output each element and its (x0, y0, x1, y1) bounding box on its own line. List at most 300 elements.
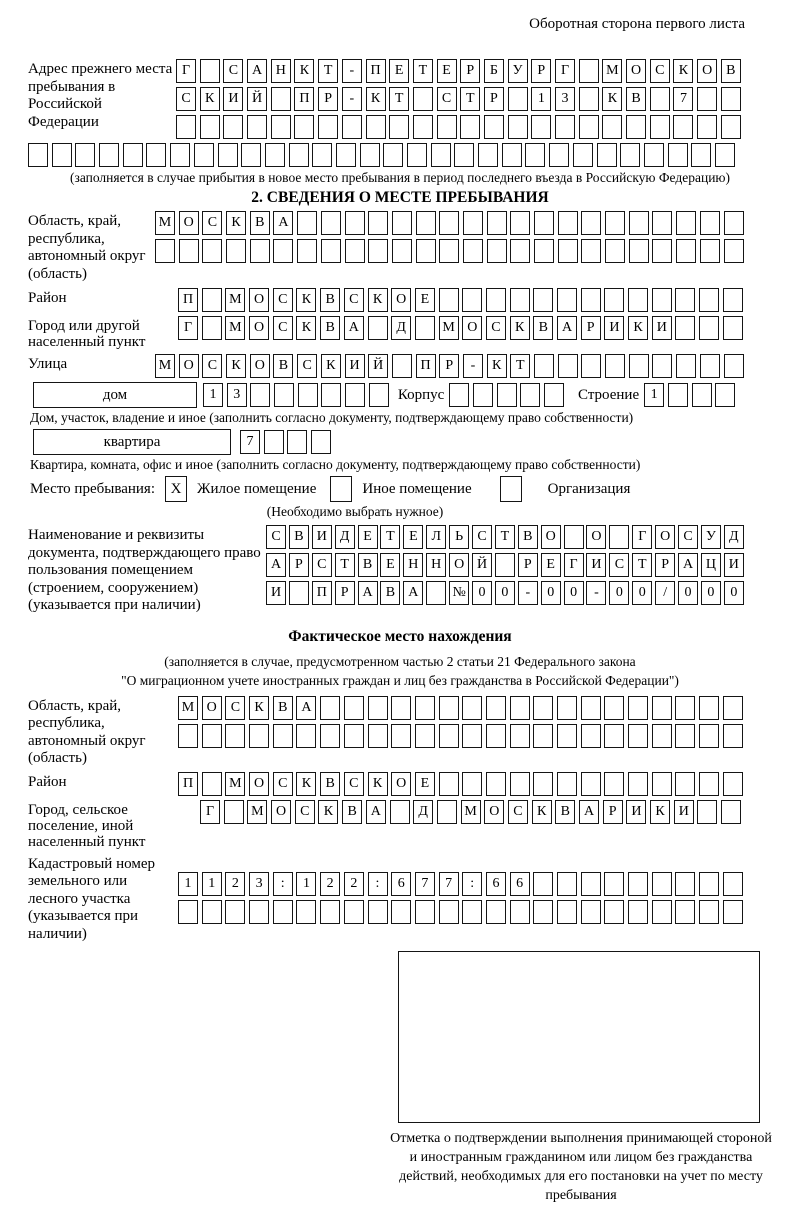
char-box[interactable] (533, 900, 553, 924)
char-box[interactable]: О (391, 288, 411, 312)
char-box[interactable]: О (249, 316, 269, 340)
char-box[interactable] (176, 115, 196, 139)
char-box[interactable]: С (312, 553, 332, 577)
char-box[interactable]: А (403, 581, 423, 605)
char-box[interactable] (194, 143, 214, 167)
char-box[interactable]: 1 (531, 87, 551, 111)
char-box[interactable] (439, 288, 459, 312)
char-box[interactable] (675, 872, 695, 896)
char-box[interactable]: Р (531, 59, 551, 83)
char-box[interactable]: 0 (724, 581, 744, 605)
char-box[interactable]: О (249, 772, 269, 796)
char-box[interactable]: П (294, 87, 314, 111)
char-box[interactable] (533, 724, 553, 748)
char-box[interactable] (652, 288, 672, 312)
char-box[interactable] (581, 872, 601, 896)
char-box[interactable] (581, 900, 601, 924)
char-box[interactable]: К (226, 354, 246, 378)
char-box[interactable]: В (518, 525, 538, 549)
char-box[interactable] (558, 354, 578, 378)
char-box[interactable]: 0 (701, 581, 721, 605)
char-box[interactable] (289, 581, 309, 605)
char-box[interactable] (675, 696, 695, 720)
char-box[interactable]: Г (564, 553, 584, 577)
char-box[interactable]: Й (472, 553, 492, 577)
char-box[interactable]: О (655, 525, 675, 549)
char-box[interactable] (604, 900, 624, 924)
char-box[interactable] (178, 724, 198, 748)
char-box[interactable] (312, 143, 332, 167)
char-box[interactable] (273, 900, 293, 924)
char-box[interactable] (699, 772, 719, 796)
char-box[interactable] (297, 239, 317, 263)
char-box[interactable] (605, 211, 625, 235)
char-box[interactable]: 2 (344, 872, 364, 896)
char-box[interactable] (247, 115, 267, 139)
char-box[interactable] (344, 900, 364, 924)
char-box[interactable] (345, 383, 365, 407)
char-box[interactable] (294, 115, 314, 139)
char-box[interactable]: М (602, 59, 622, 83)
char-box[interactable] (652, 211, 672, 235)
char-box[interactable] (368, 696, 388, 720)
char-box[interactable] (697, 115, 717, 139)
char-box[interactable]: К (294, 59, 314, 83)
char-box[interactable]: И (586, 553, 606, 577)
char-box[interactable] (557, 724, 577, 748)
char-box[interactable]: И (345, 354, 365, 378)
char-box[interactable]: Р (318, 87, 338, 111)
char-box[interactable] (564, 525, 584, 549)
char-box[interactable] (271, 115, 291, 139)
char-box[interactable] (321, 211, 341, 235)
char-box[interactable] (383, 143, 403, 167)
char-box[interactable] (620, 143, 640, 167)
char-box[interactable]: О (391, 772, 411, 796)
char-box[interactable] (392, 354, 412, 378)
char-box[interactable]: Р (335, 581, 355, 605)
char-box[interactable]: Б (484, 59, 504, 83)
char-box[interactable]: / (655, 581, 675, 605)
char-box[interactable]: Т (318, 59, 338, 83)
char-box[interactable]: В (380, 581, 400, 605)
char-box[interactable] (223, 115, 243, 139)
char-box[interactable] (508, 115, 528, 139)
char-box[interactable] (533, 696, 553, 720)
char-box[interactable]: 2 (225, 872, 245, 896)
char-box[interactable] (652, 696, 672, 720)
char-box[interactable] (320, 724, 340, 748)
char-box[interactable] (202, 772, 222, 796)
char-box[interactable] (675, 772, 695, 796)
char-box[interactable] (486, 288, 506, 312)
char-box[interactable]: 7 (415, 872, 435, 896)
char-box[interactable]: Р (460, 59, 480, 83)
char-box[interactable] (296, 900, 316, 924)
char-box[interactable] (439, 900, 459, 924)
char-box[interactable]: С (176, 87, 196, 111)
char-box[interactable]: Т (460, 87, 480, 111)
char-box[interactable]: Е (389, 59, 409, 83)
char-box[interactable] (439, 724, 459, 748)
char-box[interactable] (721, 115, 741, 139)
char-box[interactable] (202, 316, 222, 340)
char-box[interactable] (534, 211, 554, 235)
char-box[interactable] (723, 900, 743, 924)
char-box[interactable] (581, 211, 601, 235)
char-box[interactable] (699, 900, 719, 924)
char-box[interactable] (497, 383, 517, 407)
char-box[interactable] (604, 288, 624, 312)
char-box[interactable]: Г (200, 800, 220, 824)
char-box[interactable]: К (628, 316, 648, 340)
char-box[interactable] (415, 900, 435, 924)
char-box[interactable]: В (342, 800, 362, 824)
char-box[interactable]: О (697, 59, 717, 83)
char-box[interactable]: Е (403, 525, 423, 549)
checkbox-organizatsiya[interactable] (500, 476, 522, 502)
char-box[interactable] (628, 288, 648, 312)
char-box[interactable] (202, 239, 222, 263)
char-box[interactable] (676, 211, 696, 235)
char-box[interactable] (454, 143, 474, 167)
char-box[interactable]: П (366, 59, 386, 83)
char-box[interactable] (368, 316, 388, 340)
char-box[interactable] (557, 288, 577, 312)
char-box[interactable] (628, 872, 648, 896)
char-box[interactable] (628, 696, 648, 720)
char-box[interactable] (249, 900, 269, 924)
char-box[interactable]: С (295, 800, 315, 824)
char-box[interactable] (652, 724, 672, 748)
char-box[interactable] (644, 143, 664, 167)
char-box[interactable]: Г (178, 316, 198, 340)
char-box[interactable]: М (225, 772, 245, 796)
char-box[interactable] (264, 430, 284, 454)
char-box[interactable] (366, 115, 386, 139)
char-box[interactable] (724, 354, 744, 378)
char-box[interactable]: К (366, 87, 386, 111)
char-box[interactable] (699, 696, 719, 720)
char-box[interactable] (605, 354, 625, 378)
char-box[interactable]: О (271, 800, 291, 824)
char-box[interactable]: С (273, 288, 293, 312)
char-box[interactable]: С (223, 59, 243, 83)
char-box[interactable] (579, 87, 599, 111)
char-box[interactable] (557, 900, 577, 924)
char-box[interactable] (723, 872, 743, 896)
char-box[interactable] (437, 800, 457, 824)
char-box[interactable]: Д (391, 316, 411, 340)
char-box[interactable] (525, 143, 545, 167)
char-box[interactable] (555, 115, 575, 139)
char-box[interactable]: К (650, 800, 670, 824)
char-box[interactable]: 7 (240, 430, 260, 454)
char-box[interactable] (668, 383, 688, 407)
char-box[interactable]: В (273, 354, 293, 378)
char-box[interactable] (416, 239, 436, 263)
char-box[interactable] (123, 143, 143, 167)
char-box[interactable]: С (678, 525, 698, 549)
char-box[interactable]: Р (603, 800, 623, 824)
char-box[interactable]: Е (358, 525, 378, 549)
char-box[interactable] (473, 383, 493, 407)
checkbox-zhiloe[interactable] (165, 476, 187, 502)
char-box[interactable] (431, 143, 451, 167)
char-box[interactable] (368, 239, 388, 263)
char-box[interactable]: Т (413, 59, 433, 83)
char-box[interactable]: Т (495, 525, 515, 549)
char-box[interactable] (675, 288, 695, 312)
char-box[interactable]: 2 (320, 872, 340, 896)
char-box[interactable] (463, 239, 483, 263)
char-box[interactable] (99, 143, 119, 167)
char-box[interactable] (202, 724, 222, 748)
char-box[interactable] (345, 239, 365, 263)
char-box[interactable]: В (320, 288, 340, 312)
char-box[interactable] (700, 211, 720, 235)
char-box[interactable] (437, 115, 457, 139)
char-box[interactable] (486, 724, 506, 748)
char-box[interactable] (626, 115, 646, 139)
char-box[interactable] (676, 239, 696, 263)
char-box[interactable] (715, 383, 735, 407)
char-box[interactable] (510, 211, 530, 235)
char-box[interactable]: 3 (249, 872, 269, 896)
char-box[interactable] (296, 724, 316, 748)
char-box[interactable]: С (202, 211, 222, 235)
char-box[interactable] (715, 143, 735, 167)
char-box[interactable] (628, 724, 648, 748)
char-box[interactable]: Г (176, 59, 196, 83)
char-box[interactable]: В (320, 772, 340, 796)
char-box[interactable] (170, 143, 190, 167)
char-box[interactable] (500, 476, 522, 502)
char-box[interactable]: Е (415, 288, 435, 312)
char-box[interactable]: О (202, 696, 222, 720)
char-box[interactable] (723, 724, 743, 748)
char-box[interactable]: А (296, 696, 316, 720)
char-box[interactable] (413, 87, 433, 111)
char-box[interactable] (311, 430, 331, 454)
char-box[interactable]: Р (484, 87, 504, 111)
char-box[interactable] (298, 383, 318, 407)
char-box[interactable]: У (508, 59, 528, 83)
char-box[interactable] (224, 800, 244, 824)
char-box[interactable]: П (312, 581, 332, 605)
char-box[interactable]: К (296, 288, 316, 312)
char-box[interactable] (462, 772, 482, 796)
char-box[interactable] (330, 476, 352, 502)
char-box[interactable]: О (484, 800, 504, 824)
char-box[interactable] (28, 143, 48, 167)
char-box[interactable] (557, 772, 577, 796)
char-box[interactable]: И (604, 316, 624, 340)
char-box[interactable]: Ц (701, 553, 721, 577)
char-box[interactable]: 0 (609, 581, 629, 605)
checkbox-inoe[interactable] (330, 476, 352, 502)
char-box[interactable] (178, 900, 198, 924)
char-box[interactable]: 6 (510, 872, 530, 896)
char-box[interactable] (604, 772, 624, 796)
char-box[interactable]: 1 (178, 872, 198, 896)
char-box[interactable]: В (533, 316, 553, 340)
char-box[interactable]: К (200, 87, 220, 111)
char-box[interactable] (652, 872, 672, 896)
char-box[interactable] (200, 115, 220, 139)
char-box[interactable] (271, 87, 291, 111)
char-box[interactable]: К (226, 211, 246, 235)
char-box[interactable] (558, 239, 578, 263)
char-box[interactable]: С (297, 354, 317, 378)
char-box[interactable] (544, 383, 564, 407)
char-box[interactable]: Р (655, 553, 675, 577)
char-box[interactable]: В (273, 696, 293, 720)
char-box[interactable]: Л (426, 525, 446, 549)
char-box[interactable]: А (366, 800, 386, 824)
char-box[interactable]: № (449, 581, 469, 605)
char-box[interactable]: Ь (449, 525, 469, 549)
char-box[interactable] (287, 430, 307, 454)
char-box[interactable]: Т (632, 553, 652, 577)
char-box[interactable] (699, 872, 719, 896)
char-box[interactable] (273, 724, 293, 748)
char-box[interactable] (241, 143, 261, 167)
char-box[interactable]: П (178, 772, 198, 796)
char-box[interactable] (202, 900, 222, 924)
char-box[interactable]: П (178, 288, 198, 312)
char-box[interactable] (368, 211, 388, 235)
char-box[interactable] (487, 211, 507, 235)
char-box[interactable]: М (439, 316, 459, 340)
char-box[interactable]: О (250, 354, 270, 378)
char-box[interactable] (391, 696, 411, 720)
char-box[interactable]: О (626, 59, 646, 83)
char-box[interactable] (463, 211, 483, 235)
char-box[interactable] (602, 115, 622, 139)
char-box[interactable] (320, 696, 340, 720)
char-box[interactable] (392, 211, 412, 235)
char-box[interactable]: К (296, 772, 316, 796)
char-box[interactable] (652, 772, 672, 796)
char-box[interactable] (557, 872, 577, 896)
char-box[interactable] (297, 211, 317, 235)
char-box[interactable] (628, 772, 648, 796)
char-box[interactable] (320, 900, 340, 924)
char-box[interactable] (462, 724, 482, 748)
char-box[interactable] (336, 143, 356, 167)
char-box[interactable]: Н (403, 553, 423, 577)
char-box[interactable] (604, 696, 624, 720)
char-box[interactable] (392, 239, 412, 263)
char-box[interactable]: - (342, 87, 362, 111)
char-box[interactable] (484, 115, 504, 139)
char-box[interactable]: Г (632, 525, 652, 549)
char-box[interactable]: Д (335, 525, 355, 549)
char-box[interactable] (486, 772, 506, 796)
char-box[interactable] (439, 239, 459, 263)
char-box[interactable]: О (462, 316, 482, 340)
char-box[interactable]: С (344, 772, 364, 796)
char-box[interactable] (676, 354, 696, 378)
char-box[interactable]: В (555, 800, 575, 824)
char-box[interactable] (486, 900, 506, 924)
char-box[interactable]: С (266, 525, 286, 549)
char-box[interactable]: В (289, 525, 309, 549)
char-box[interactable] (413, 115, 433, 139)
char-box[interactable] (368, 724, 388, 748)
char-box[interactable]: К (487, 354, 507, 378)
char-box[interactable]: М (178, 696, 198, 720)
char-box[interactable]: О (449, 553, 469, 577)
char-box[interactable] (250, 383, 270, 407)
char-box[interactable]: А (579, 800, 599, 824)
char-box[interactable] (345, 211, 365, 235)
char-box[interactable] (675, 316, 695, 340)
char-box[interactable] (534, 354, 554, 378)
char-box[interactable]: 0 (495, 581, 515, 605)
char-box[interactable] (558, 211, 578, 235)
char-box[interactable]: В (721, 59, 741, 83)
char-box[interactable] (510, 724, 530, 748)
char-box[interactable]: С (273, 772, 293, 796)
char-box[interactable]: 1 (296, 872, 316, 896)
char-box[interactable]: Д (724, 525, 744, 549)
char-box[interactable] (495, 553, 515, 577)
char-box[interactable] (510, 696, 530, 720)
char-box[interactable]: : (368, 872, 388, 896)
char-box[interactable] (579, 59, 599, 83)
char-box[interactable]: И (626, 800, 646, 824)
char-box[interactable]: Й (247, 87, 267, 111)
char-box[interactable]: М (155, 211, 175, 235)
char-box[interactable] (700, 354, 720, 378)
char-box[interactable]: И (674, 800, 694, 824)
char-box[interactable]: В (320, 316, 340, 340)
char-box[interactable] (650, 87, 670, 111)
char-box[interactable] (321, 239, 341, 263)
char-box[interactable] (721, 87, 741, 111)
char-box[interactable] (390, 800, 410, 824)
char-box[interactable]: О (179, 354, 199, 378)
char-box[interactable]: 6 (391, 872, 411, 896)
char-box[interactable]: А (273, 211, 293, 235)
char-box[interactable] (226, 239, 246, 263)
char-box[interactable]: 3 (227, 383, 247, 407)
char-box[interactable]: С (472, 525, 492, 549)
char-box[interactable] (629, 354, 649, 378)
char-box[interactable] (462, 288, 482, 312)
char-box[interactable]: - (463, 354, 483, 378)
char-box[interactable] (439, 772, 459, 796)
char-box[interactable] (462, 900, 482, 924)
char-box[interactable] (344, 696, 364, 720)
char-box[interactable]: К (602, 87, 622, 111)
char-box[interactable] (510, 772, 530, 796)
char-box[interactable] (225, 900, 245, 924)
char-box[interactable] (225, 724, 245, 748)
char-box[interactable] (668, 143, 688, 167)
char-box[interactable]: 1 (644, 383, 664, 407)
char-box[interactable] (439, 696, 459, 720)
char-box[interactable]: К (318, 800, 338, 824)
char-box[interactable]: М (155, 354, 175, 378)
char-box[interactable]: У (701, 525, 721, 549)
char-box[interactable] (218, 143, 238, 167)
char-box[interactable]: 0 (632, 581, 652, 605)
char-box[interactable] (581, 354, 601, 378)
char-box[interactable]: Е (437, 59, 457, 83)
